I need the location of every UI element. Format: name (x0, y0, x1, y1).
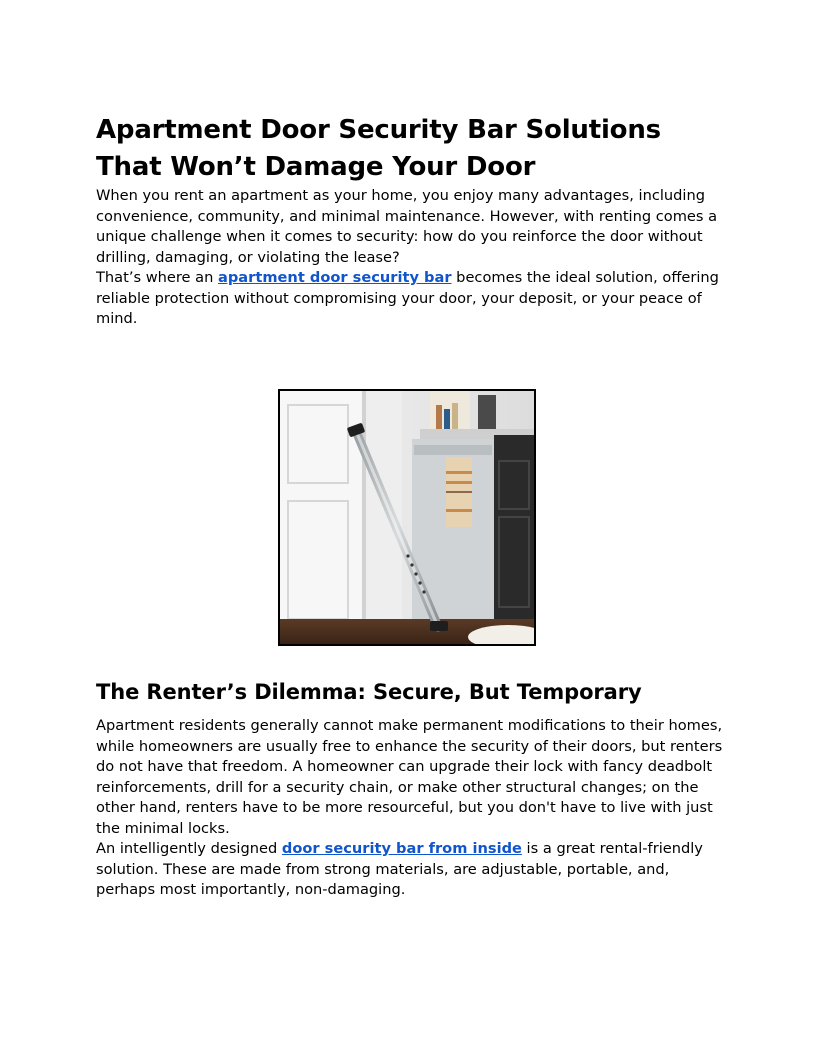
rental-friendly-tail: is a great rental-friendly solution. These are made from strong materials, are adjustable, portable, and, perhaps most importantly, non-damaging. (96, 840, 703, 898)
solution-paragraph-tail: becomes the ideal solution, offering reliable protection without compromising your door, your deposit, or your peace of mind. (96, 269, 719, 327)
rental-friendly-paragraph (96, 839, 724, 901)
coffee-maker (478, 395, 496, 429)
document-page (96, 112, 724, 330)
article-title (96, 112, 724, 186)
apartment-door-security-bar-link[interactable]: apartment door security bar (218, 269, 452, 286)
door-frame (362, 391, 402, 631)
intro-paragraph: When you rent an apartment as your home, you enjoy many advantages, including convenience, community, and minimal maintenance. However, with renting comes a unique challenge when it comes to security: how do you reinforce the door without drilling, damaging, or violating the lease? (96, 187, 718, 266)
renter-dilemma-paragraph: Apartment residents generally cannot make permanent modifications to their homes, while homeowners are usually free to enhance the security of their doors, but renters do not have that freedom. A homeowner can upgrade their lock with fancy deadbolt reinforcements, drill for a security chain, or make other structural changes; on the other hand, renters have to be more resourceful, but you don't have to live with just the minimal locks. (96, 717, 723, 837)
section-body (96, 716, 724, 901)
title-line-1: Apartment Door Security Bar Solutions (96, 115, 661, 145)
solution-paragraph (96, 268, 724, 330)
product-photo (278, 389, 536, 646)
rental-friendly-lead: An intelligently designed (96, 840, 282, 857)
security-bar-illustration (280, 391, 534, 644)
section-heading: The Renter’s Dilemma: Secure, But Temporary (96, 680, 642, 704)
bar-foot (430, 621, 448, 631)
title-line-2: That Won’t Damage Your Door (96, 152, 536, 182)
door-security-bar-from-inside-link[interactable]: door security bar from inside (281, 840, 522, 857)
solution-paragraph-lead: That’s where an (96, 269, 219, 286)
